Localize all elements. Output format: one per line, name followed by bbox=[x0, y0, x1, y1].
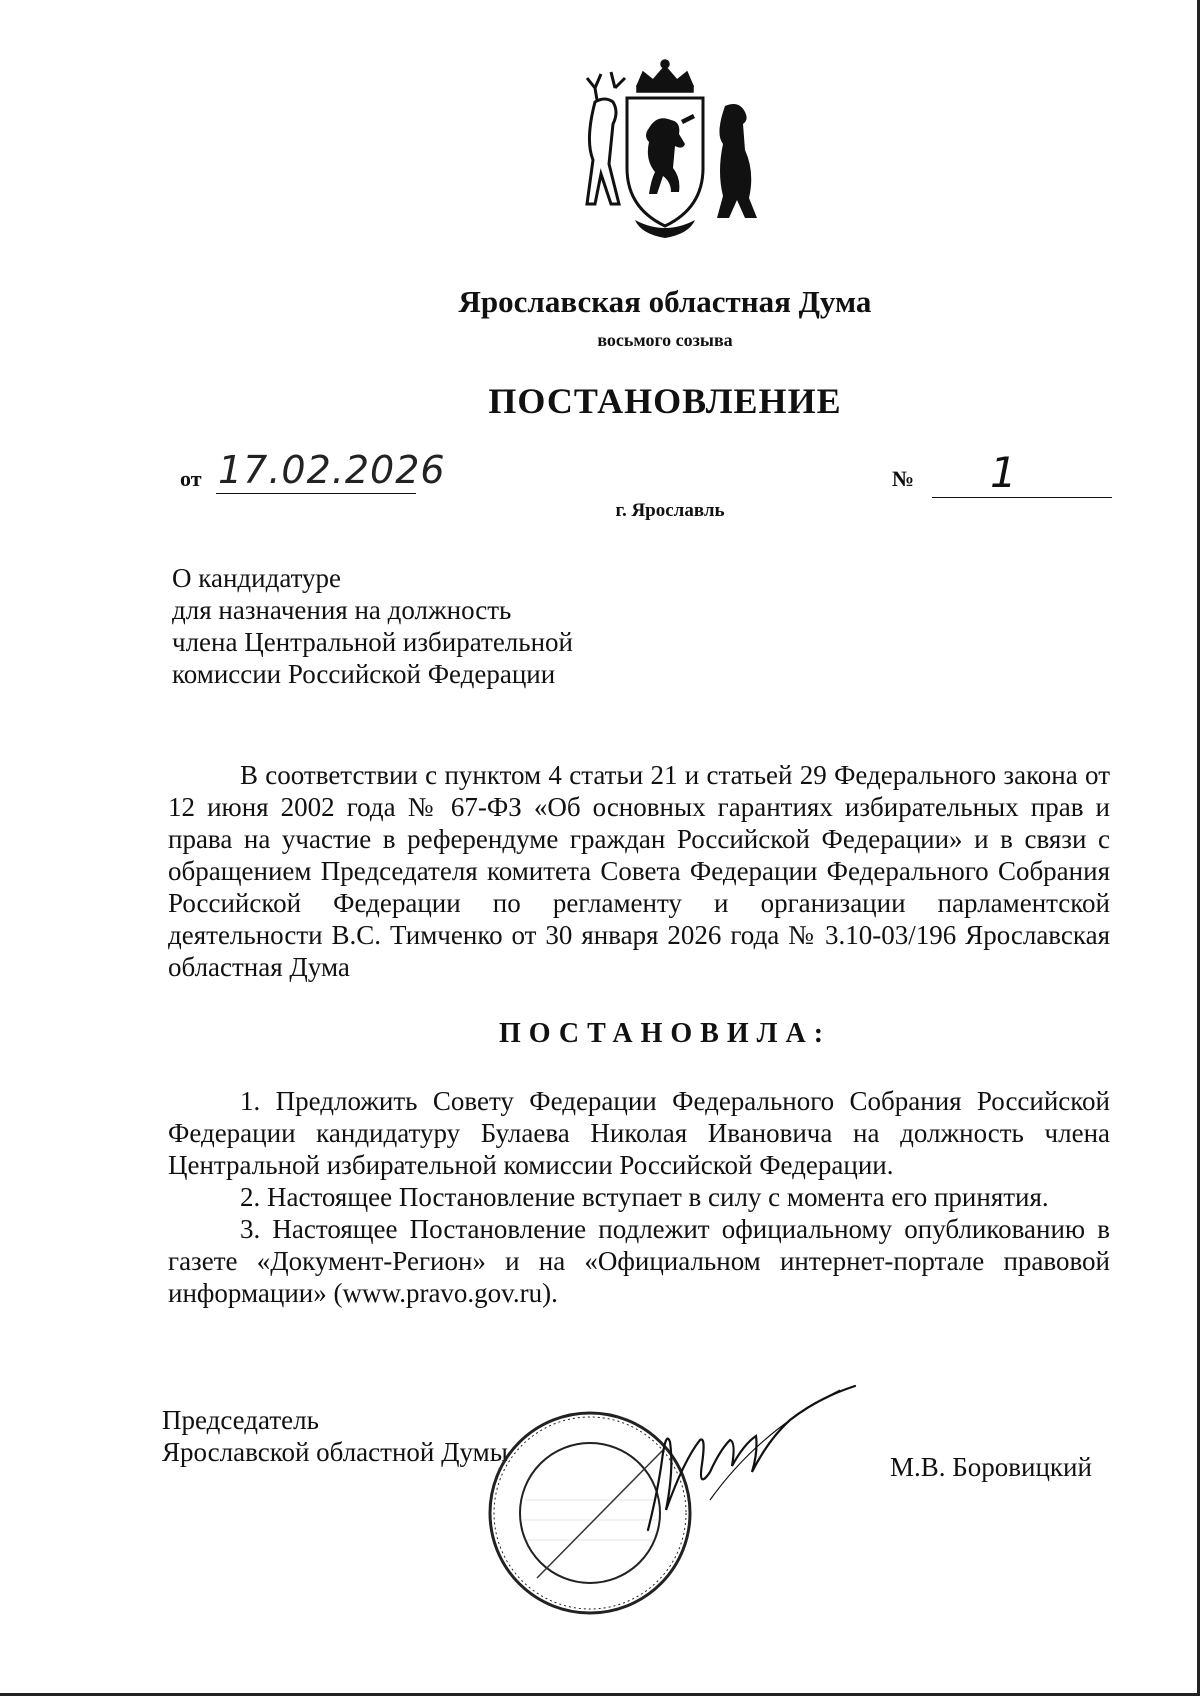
subject-line: комиссии Российской Федерации bbox=[172, 659, 556, 689]
organization-title: Ярославская областная Дума bbox=[458, 284, 872, 319]
coat-of-arms-icon bbox=[565, 58, 765, 243]
handwritten-date: 17.02.2026 bbox=[218, 448, 446, 492]
resolved-heading: ПОСТАНОВИЛА: bbox=[498, 1018, 832, 1049]
date-prefix: от bbox=[180, 466, 202, 491]
signer-title bbox=[162, 1404, 508, 1468]
signer-title-line: Ярославской областной Думы bbox=[162, 1437, 508, 1467]
convocation-label: восьмого созыва bbox=[597, 330, 733, 350]
subject-line: члена Центральной избирательной bbox=[172, 627, 573, 657]
preamble-paragraph bbox=[168, 759, 1110, 983]
number-underline bbox=[932, 497, 1112, 498]
handwritten-number: 1 bbox=[990, 448, 1017, 497]
resolution-item: 1. Предложить Совету Федерации Федерального Собрания Российской Федерации кандидатуру Булаева Николая Ивановича на должность члена Центральной избирательной комиссии Российской Федерации. bbox=[168, 1086, 1110, 1180]
document-type-heading: ПОСТАНОВЛЕНИЕ bbox=[488, 381, 842, 421]
subject-line: О кандидатуре bbox=[172, 563, 342, 593]
signer-name: М.В. Боровицкий bbox=[890, 1452, 1092, 1482]
number-prefix: № bbox=[892, 466, 915, 491]
subject-block bbox=[172, 562, 573, 690]
signer-title-line: Председатель bbox=[162, 1405, 319, 1435]
resolution-item: 2. Настоящее Постановление вступает в силу с момента его принятия. bbox=[240, 1182, 1049, 1212]
handwritten-signature bbox=[640, 1380, 860, 1550]
resolution-items bbox=[168, 1085, 1110, 1309]
resolution-item: 3. Настоящее Постановление подлежит официальному опубликованию в газете «Документ-Регион» и на «Официальном интернет-портале правовой информации» (www.pravo.gov.ru). bbox=[168, 1214, 1110, 1308]
city-label: г. Ярославль bbox=[615, 500, 725, 521]
preamble-text: В соответствии с пунктом 4 статьи 21 и статьей 29 Федерального закона от 12 июня 2002 года № 67-ФЗ «Об основных гарантиях избирательных прав и права на участие в референдуме граждан Российской Федерации» и в связи с обращением Председателя комитета Совета Федерации Федерального Собрания Российской Федерации по регламенту и организации парламентской деятельности В.С. Тимченко от 30 января 2026 года № 3.10-03/196 Ярославская областная Дума bbox=[168, 760, 1110, 982]
date-underline bbox=[216, 493, 416, 494]
subject-line: для назначения на должность bbox=[172, 595, 512, 625]
